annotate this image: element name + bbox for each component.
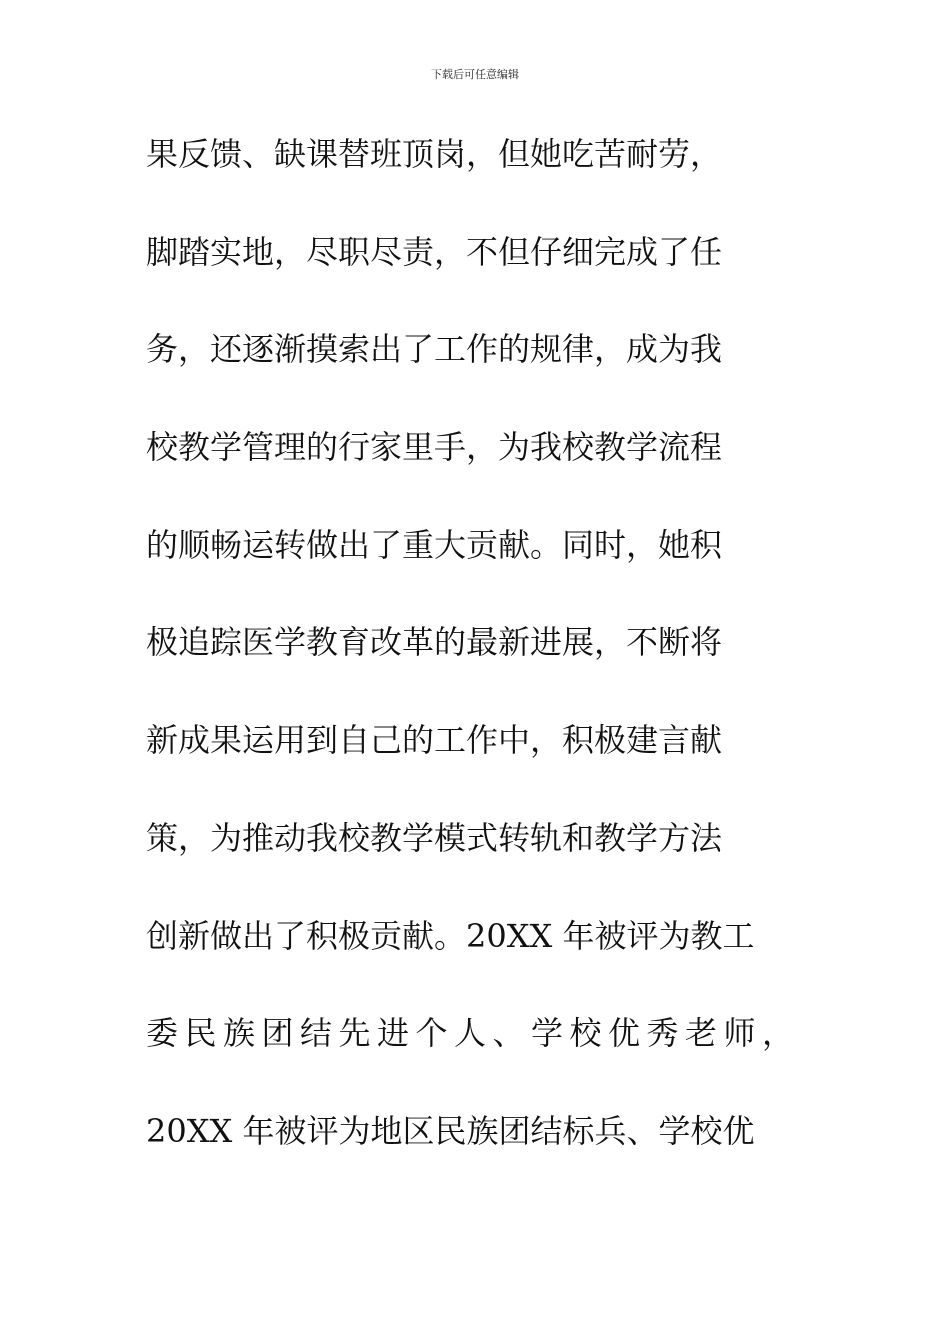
text-line: 极追踪医学教育改革的最新进展，不断将 bbox=[146, 623, 723, 662]
text-line: 策，为推动我校教学模式转轨和教学方法 bbox=[146, 818, 723, 857]
text-line: 委民族团结先进个人、学校优秀老师， bbox=[146, 1014, 801, 1053]
text-line: 务，还逐渐摸索出了工作的规律，成为我 bbox=[146, 330, 723, 369]
text-line: 果反馈、缺课替班顶岗，但她吃苦耐劳， bbox=[146, 135, 723, 173]
page-header: 下载后可任意编辑 bbox=[431, 68, 519, 81]
body-text bbox=[146, 128, 836, 1203]
text-line: 新成果运用到自己的工作中，积极建言献 bbox=[146, 721, 723, 760]
text-line: 创新做出了积极贡献。20XX 年被评为教工 bbox=[146, 916, 755, 955]
text-line: 20XX 年被评为地区民族团结标兵、学校优 bbox=[146, 1111, 755, 1150]
text-line: 校教学管理的行家里手，为我校教学流程 bbox=[146, 428, 723, 467]
text-line: 的顺畅运转做出了重大贡献。同时，她积 bbox=[146, 525, 723, 564]
text-line: 脚踏实地，尽职尽责，不但仔细完成了任 bbox=[146, 232, 723, 271]
